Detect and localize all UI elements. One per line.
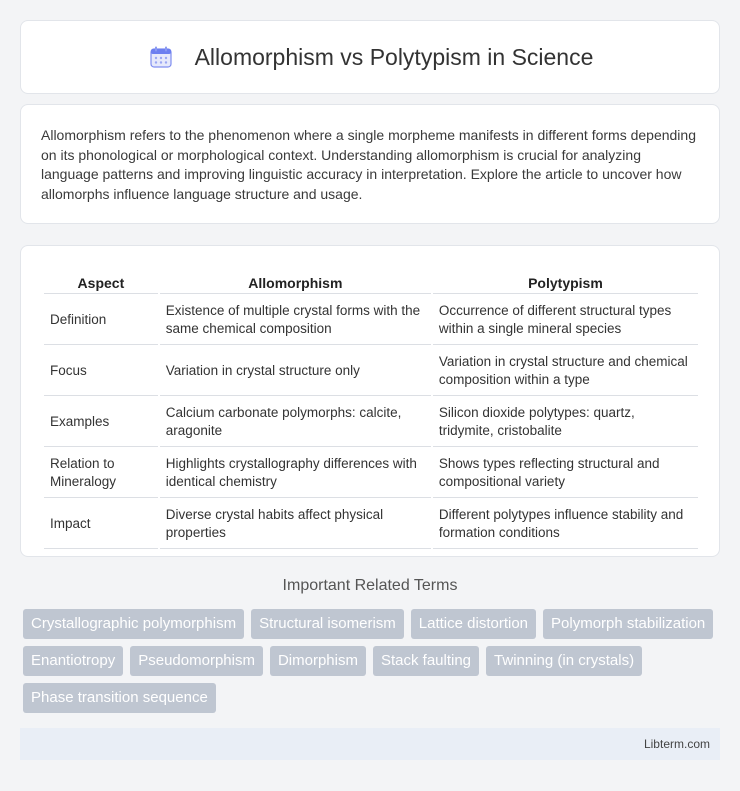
related-term-tag[interactable]: Pseudomorphism xyxy=(130,646,263,676)
related-terms-list xyxy=(23,609,723,713)
comparison-table-card xyxy=(20,245,720,557)
row-aspect: Examples xyxy=(44,398,158,447)
footer xyxy=(20,728,720,760)
related-term-tag[interactable]: Enantiotropy xyxy=(23,646,123,676)
row-aspect: Focus xyxy=(44,347,158,396)
table-row xyxy=(44,398,698,447)
related-term-tag[interactable]: Structural isomerism xyxy=(251,609,404,639)
table-row xyxy=(44,296,698,345)
row-aspect: Definition xyxy=(44,296,158,345)
row-polytypism: Shows types reflecting structural and compositional variety xyxy=(433,449,698,498)
table-row xyxy=(44,347,698,396)
calendar-icon xyxy=(147,43,175,71)
related-term-tag[interactable]: Crystallographic polymorphism xyxy=(23,609,244,639)
table-header-row xyxy=(44,268,698,294)
related-terms-heading: Important Related Terms xyxy=(282,577,458,594)
page-title: Allomorphism vs Polytypism in Science xyxy=(194,43,594,70)
related-term-tag[interactable]: Lattice distortion xyxy=(411,609,536,639)
row-allomorphism: Variation in crystal structure only xyxy=(160,347,431,396)
row-allomorphism: Calcium carbonate polymorphs: calcite, aragonite xyxy=(160,398,431,447)
related-term-tag[interactable]: Polymorph stabilization xyxy=(543,609,713,639)
related-term-tag[interactable]: Dimorphism xyxy=(270,646,366,676)
footer-site-link[interactable]: Libterm.com xyxy=(643,737,710,751)
intro-card xyxy=(20,104,720,224)
intro-paragraph: Allomorphism refers to the phenomenon where a single morpheme manifests in different forms depending on its phonological or morphological context. Understanding allomorphism is crucial for analyzing language patterns and improving linguistic accuracy in interpretation. Explore the article to uncover how allomorphs influence language structure and usage. xyxy=(41,127,696,202)
related-term-tag[interactable]: Stack faulting xyxy=(373,646,479,676)
row-polytypism: Different polytypes influence stability and formation conditions xyxy=(433,500,698,549)
header-allomorphism: Allomorphism xyxy=(160,268,431,294)
row-polytypism: Silicon dioxide polytypes: quartz, tridymite, cristobalite xyxy=(433,398,698,447)
header-polytypism: Polytypism xyxy=(433,268,698,294)
row-allomorphism: Highlights crystallography differences with identical chemistry xyxy=(160,449,431,498)
header-aspect: Aspect xyxy=(44,268,158,294)
row-aspect: Relation to Mineralogy xyxy=(44,449,158,498)
row-polytypism: Occurrence of different structural types within a single mineral species xyxy=(433,296,698,345)
row-aspect: Impact xyxy=(44,500,158,549)
table-row xyxy=(44,500,698,549)
row-polytypism: Variation in crystal structure and chemical composition within a type xyxy=(433,347,698,396)
related-term-tag[interactable]: Phase transition sequence xyxy=(23,683,216,713)
comparison-table xyxy=(42,266,700,551)
table-row xyxy=(44,449,698,498)
title-card xyxy=(20,20,720,94)
row-allomorphism: Diverse crystal habits affect physical properties xyxy=(160,500,431,549)
row-allomorphism: Existence of multiple crystal forms with the same chemical composition xyxy=(160,296,431,345)
related-term-tag[interactable]: Twinning (in crystals) xyxy=(486,646,642,676)
